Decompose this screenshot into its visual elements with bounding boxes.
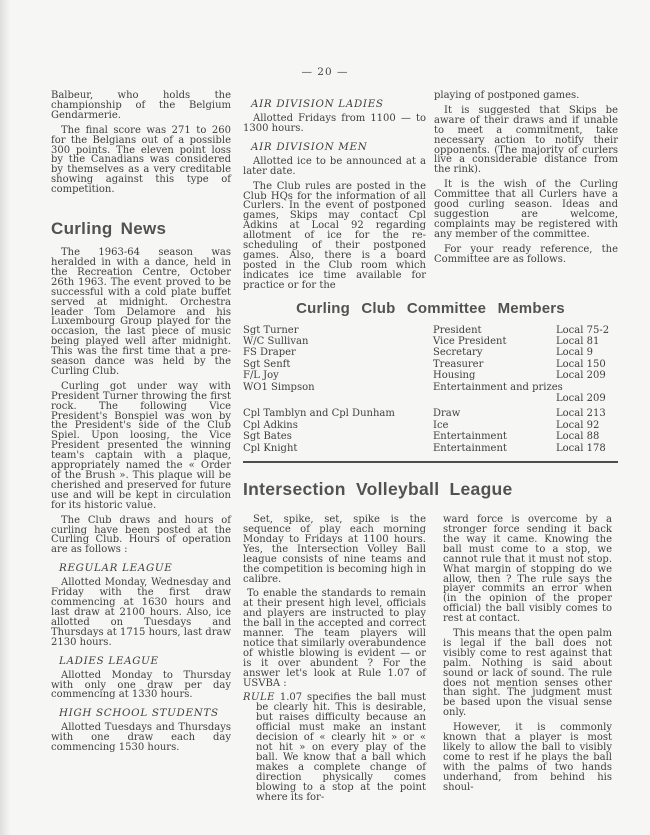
paragraph: The Club rules are posted in the Club HQs for the information of all Curlers. In the event of postponed games, Skips may contact Cpl Adkins at Local 92 regarding allotment of ice for the re-scheduling of their postponed games. Also, there is a board posted in the Club room which indicates ice time available for practice or for the (243, 180, 426, 291)
committee-local (556, 382, 618, 393)
committee-local: Local 9 (556, 347, 593, 359)
page-number: — 20 — (301, 66, 349, 78)
table-row (243, 443, 618, 454)
table-row (243, 370, 618, 381)
committee-name: Sgt Senft (243, 358, 291, 370)
volleyball-columns (243, 515, 618, 807)
paragraph: It is the wish of the Curling Committee that all Curlers have a good curling season. Ideas and suggestion are welcome, complaints may be registered with any member of the committee. (434, 179, 618, 240)
committee-heading: Curling Club Committee Members (296, 299, 565, 317)
curling-news-heading: Curling News (51, 219, 167, 239)
committee-position: Draw (433, 408, 461, 420)
table-row (243, 431, 618, 442)
committee-position: Entertainment (433, 431, 507, 443)
committee-position: Housing (433, 370, 476, 382)
league-subheading-ladies: LADIES LEAGUE (59, 654, 159, 667)
paragraph: The 1963-64 season was heralded in with a dance, held in the Recreation Centre, October 26th 1963. The event proved to be successful with a cold plate buffet served at midnight. Orchestra leader Tom Delamore and his Luxembourg Group played for the occasion, the last piece of music being played well after midnight. This was the first time that a pre-season dance was held by the Curling Club. (51, 247, 231, 377)
committee-local: Local 213 (556, 408, 606, 420)
table-row (243, 359, 618, 370)
paragraph: The final score was 271 to 260 for the Belgians out of a possible 300 points. The eleven point loss by the Canadians was considered by themselves as a very creditable showing against this type of competition. (51, 124, 231, 196)
table-row (243, 420, 618, 431)
air-division-men-subheading: AIR DIVISION MEN (251, 140, 368, 153)
committee-table (243, 325, 618, 454)
paragraph: However, it is commonly known that a player is most likely to allow the ball to visibly come to rest if he plays the ball with the palms of two hands underhand, from behind his shoul- (443, 722, 612, 793)
top-right-column (434, 91, 618, 296)
paragraph: It is suggested that Skips be aware of their draws and if unable to meet a commitment, take necessary action to notify their opponents. (The majority of curlers live a considerable distance from the rink). (434, 104, 618, 176)
committee-name: Cpl Knight (243, 442, 298, 454)
rule-text: 1.07 specifies the ball must be clearly hit. This is desirable, but raises difficulty because an official must make an instant decision of « clearly hit » or « not hit » on every play of the ball. We know that a ball which makes a complete change of direction physically comes blowing to a stop at the point where its for- (256, 692, 426, 803)
committee-name: Sgt Bates (243, 431, 292, 443)
league-paragraph: Allotted Monday to Thursday with only one draw per day commencing at 1330 hours. (51, 669, 231, 701)
committee-name: WO1 Simpson (243, 381, 315, 393)
volleyball-right-column (443, 515, 612, 807)
committee-name: F/L Joy (243, 370, 279, 382)
table-row (243, 347, 618, 358)
table-row (243, 336, 618, 347)
committee-local: Local 88 (556, 431, 600, 443)
league-paragraph: Allotted Monday, Wednesday and Friday with the first draw commencing at 1630 hours and last draw at 2100 hours. Also, ice allotted on Tuesdays and Thursdays at 1715 hours, last draw 2130 hours. (51, 577, 231, 648)
left-column (51, 91, 231, 807)
committee-local: Local 150 (556, 358, 606, 370)
league-paragraph: Allotted Fridays from 1100 — to 1300 hours. (243, 113, 426, 134)
volleyball-left-column (243, 515, 426, 807)
table-bottom-rule (243, 461, 618, 463)
table-row (243, 325, 618, 336)
committee-position: Secretary (433, 347, 483, 359)
paragraph: This means that the open palm is legal if the ball does not visibly come to rest against that palm. Nothing is said about sound or lack of sound. The rule does not mention senses other than sight. The judgment must be based upon the visual sense only. (443, 628, 612, 719)
committee-name (243, 393, 433, 404)
committee-position: President (433, 324, 482, 336)
league-subheading-regular: REGULAR LEAGUE (59, 562, 173, 575)
paragraph: ward force is overcome by a stronger force sending it back the way it came. Knowing the ball must come to a stop, we cannot rule that it must not stop. What margin of stopping do we allow, then ? The rule says the player commits an error when (in the opinion of the proper official) the ball visibly comes to rest at contact. (443, 514, 612, 625)
committee-position (433, 393, 556, 404)
committee-local: Local 178 (556, 442, 606, 454)
rule-label: RULE (243, 692, 275, 704)
committee-name: Cpl Adkins (243, 419, 298, 431)
committee-section (243, 300, 618, 463)
committee-name: Cpl Tamblyn and Cpl Dunham (243, 408, 395, 420)
committee-local: Local 209 (556, 393, 606, 405)
committee-position: Treasurer (433, 358, 484, 370)
committee-local: Local 81 (556, 336, 600, 347)
table-row (243, 382, 618, 393)
paragraph: To enable the standards to remain at their present high level, officials and players are instructed to play the ball in the accepted and correct manner. The team players will notice that similarly overabundence of whistle blowing is evident — or is it over abundent ? For the answer let's look at Rule 1.07 of USVBA : (243, 588, 426, 689)
league-paragraph: Allotted Tuesdays and Thursdays with one draw each day commencing 1530 hours. (51, 722, 231, 754)
paragraph: Curling got under way with President Turner throwing the first rock. The following Vice President's Bonspiel was won by the President's side of the Club Spiel. Upon loosing, the Vice President presented the winning team's captain with a plaque, appropriately named the « Order of the Brush ». This plaque will be cherished and preserved for future use and will be kept in circulation for its historic value. (51, 380, 231, 511)
league-paragraph: Allotted ice to be announced at a later date. (243, 155, 426, 177)
volleyball-heading: Intersection Volleyball League (243, 479, 513, 500)
paragraph: Balbeur, who holds the championship of the Belgium Gendarmerie. (51, 90, 231, 121)
committee-local: Local 209 (556, 370, 606, 382)
committee-position: Vice President (433, 336, 507, 347)
rule-paragraph (243, 693, 426, 802)
committee-position: Entertainment (433, 442, 507, 454)
committee-local: Local 92 (556, 419, 600, 431)
table-row (243, 393, 618, 404)
league-subheading-high-school: HIGH SCHOOL STUDENTS (59, 707, 219, 720)
committee-position: Ice (433, 419, 449, 431)
paragraph: playing of postponed games. (434, 90, 580, 101)
paragraph: The Club draws and hours of curling have been posted at the Curling Club. Hours of operation are as follows : (51, 514, 231, 556)
right-area (243, 91, 618, 807)
table-row (243, 408, 618, 419)
committee-name: FS Draper (243, 347, 296, 359)
page-content (0, 78, 650, 807)
paragraph: Set, spike, set, spike is the sequence of play each morning Monday to Fridays at 1100 hours. Yes, the Intersection Volley Ball league consists of nine teams and the competition is becoming high in calibre. (243, 514, 426, 585)
top-columns (243, 91, 618, 296)
air-division-ladies-subheading: AIR DIVISION LADIES (251, 98, 384, 110)
top-middle-column (243, 91, 426, 296)
committee-local: Local 75-2 (556, 324, 610, 336)
paragraph: For your ready reference, the Committee are as follows. (434, 243, 618, 265)
committee-name: W/C Sullivan (243, 336, 309, 347)
committee-name: Sgt Turner (243, 324, 299, 336)
committee-position: Entertainment and prizes (433, 381, 563, 393)
